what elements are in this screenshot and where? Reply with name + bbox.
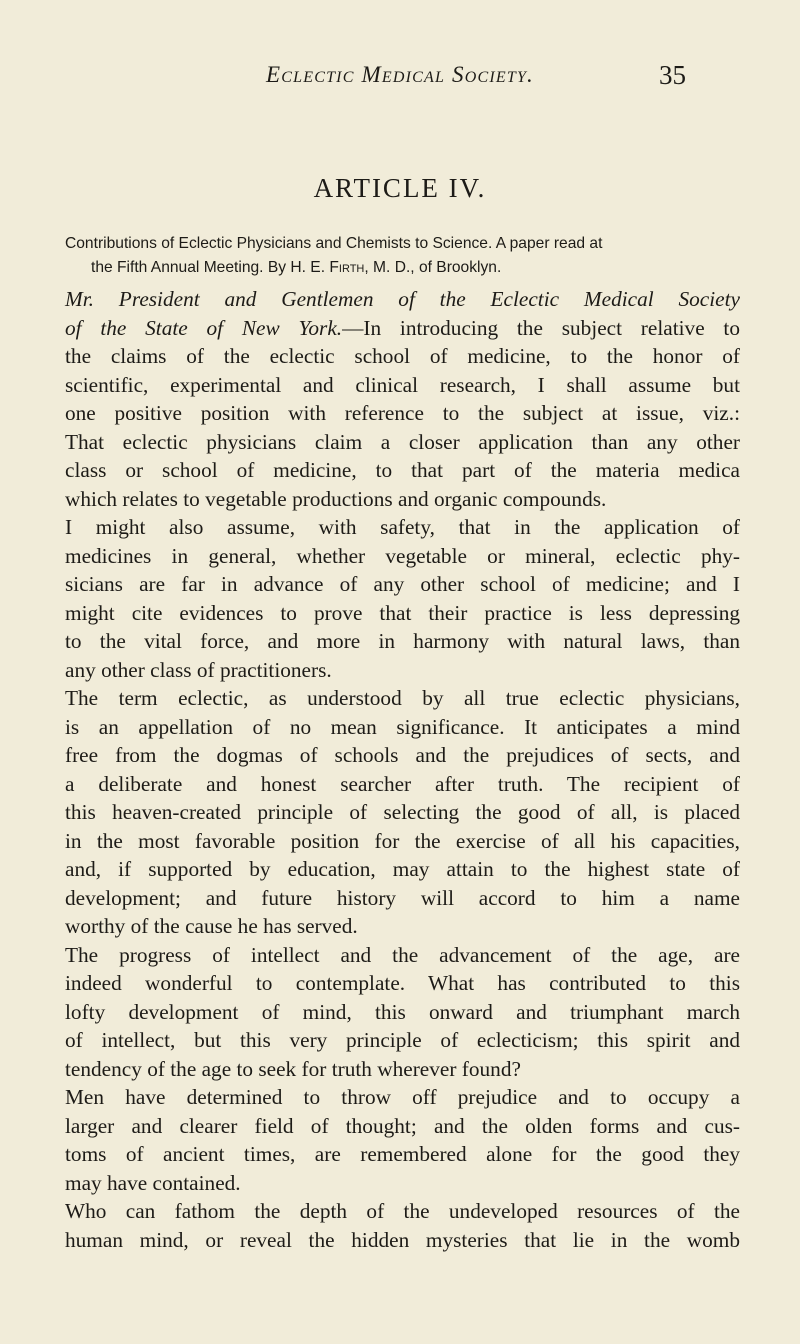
text-line: Men have determined to throw off prejudice and to occupy a: [65, 1085, 740, 1109]
text-line: That eclectic physicians claim a closer application than any other: [65, 429, 740, 454]
text-line: and, if supported by education, may attain to the highest state of: [65, 857, 740, 881]
text-line: scientific, experimental and clinical research, I shall assume but: [65, 372, 740, 397]
text-line: [65, 314, 740, 343]
text-line: The progress of intellect and the advancement of the age, are: [65, 942, 740, 967]
subtitle-text: the Fifth Annual Meeting. By H. E.: [91, 259, 330, 276]
article-subtitle: [65, 232, 740, 280]
text-line: in the most favorable position for the exercise of all his capacities,: [65, 828, 740, 853]
text-line: one positive position with reference to the subject at issue, viz.:: [65, 401, 740, 425]
text-line: might cite evidences to prove that their practice is less depressing: [65, 600, 740, 625]
text-line: free from the dogmas of schools and the prejudices of sects, and: [65, 743, 740, 767]
subtitle-line: Contributions of Eclectic Physicians and Chemists to Science. A paper read at: [65, 235, 603, 252]
text-line: to the vital force, and more in harmony with natural laws, than: [65, 629, 740, 653]
subtitle-text: , M. D., of Brooklyn.: [364, 259, 502, 276]
text-line: is an appellation of no mean significance. It anticipates a mind: [65, 714, 740, 739]
text-line: medicines in general, whether vegetable or mineral, eclectic phy-: [65, 543, 740, 568]
text-line: The term eclectic, as understood by all true eclectic physicians,: [65, 686, 740, 710]
text-line: lofty development of mind, this onward and triumphant march: [65, 999, 740, 1024]
text-line: development; and future history will accord to him a name: [65, 885, 740, 910]
subtitle-line: [65, 256, 740, 280]
page-number: 35: [659, 60, 686, 90]
article-heading: ARTICLE IV.: [313, 173, 487, 203]
running-header: [0, 60, 800, 100]
text-run: —In introducing the subject relative to: [342, 315, 740, 340]
text-line: which relates to vegetable productions and organic compounds.: [65, 486, 607, 511]
text-line: the claims of the eclectic school of medicine, to the honor of: [65, 344, 740, 368]
text-line: this heaven-created principle of selecting the good of all, is placed: [65, 800, 740, 824]
text-line: of intellect, but this very principle of eclecticism; this spirit and: [65, 1028, 740, 1052]
text-line: Who can fathom the depth of the undeveloped resources of the: [65, 1199, 740, 1223]
text-line: may have contained.: [65, 1170, 241, 1195]
text-line: toms of ancient times, are remembered alone for the good they: [65, 1142, 740, 1166]
salutation: Mr. President and Gentlemen of the Eclectic Medical Society: [65, 287, 740, 311]
salutation-continued: of the State of New York.: [65, 315, 343, 340]
author-name: Firth: [329, 259, 365, 276]
text-line: any other class of practitioners.: [65, 657, 332, 682]
text-line: larger and clearer field of thought; and the olden forms and cus-: [65, 1113, 740, 1138]
text-line: human mind, or reveal the hidden mysteries that lie in the womb: [65, 1227, 740, 1252]
text-line: worthy of the cause he has served.: [65, 914, 358, 938]
text-line: a deliberate and honest searcher after truth. The recipient of: [65, 771, 740, 796]
text-line: I might also assume, with safety, that in the application of: [65, 515, 740, 539]
text-line: sicians are far in advance of any other school of medicine; and I: [65, 572, 740, 596]
running-title: Eclectic Medical Society.: [266, 62, 534, 87]
body-text: [65, 285, 740, 1254]
text-line: tendency of the age to seek for truth wherever found?: [65, 1056, 521, 1081]
text-line: indeed wonderful to contemplate. What has contributed to this: [65, 971, 740, 995]
text-line: class or school of medicine, to that part of the materia medica: [65, 458, 740, 482]
